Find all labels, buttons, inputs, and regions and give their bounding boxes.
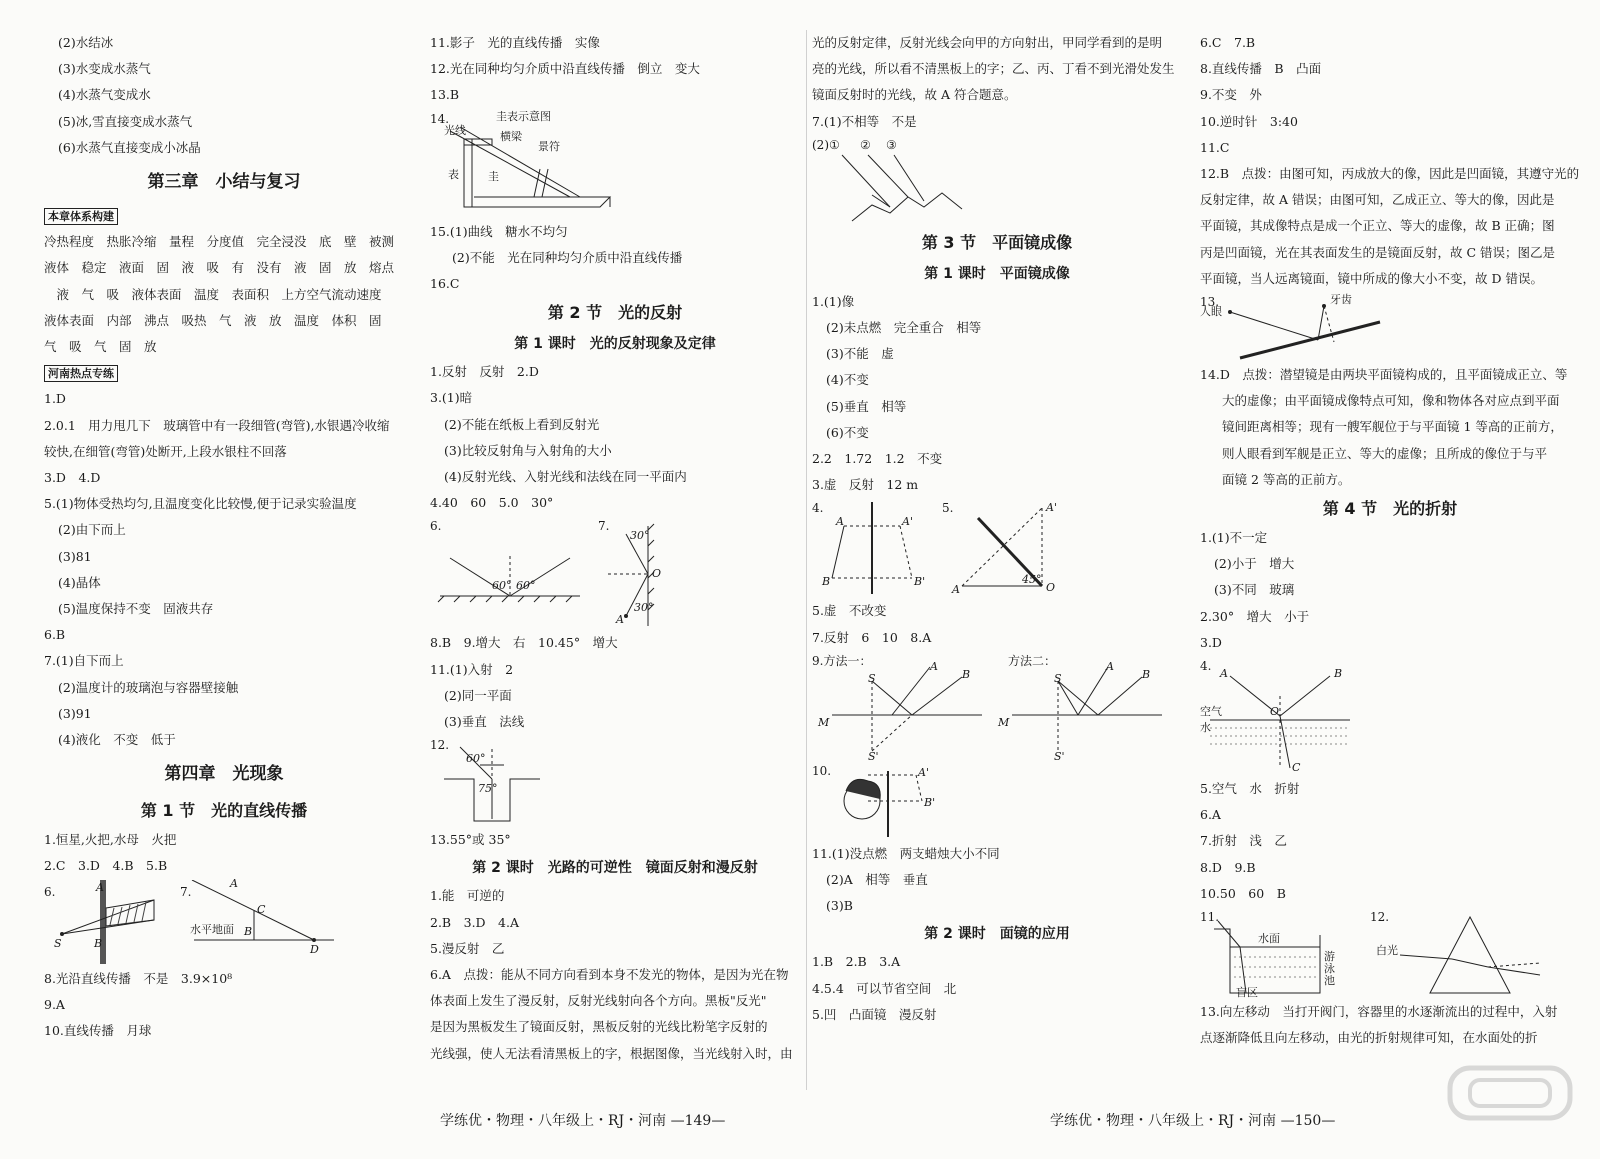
- footer-right: 学练优・物理・八年级上・RJ・河南 —150—: [1050, 1113, 1336, 1129]
- answer-line: 6.A 点拨：能从不同方向看到本身不发光的物体，是因为光在物: [430, 967, 789, 983]
- diffuse-svg: [812, 135, 1012, 227]
- section-box-henan: 河南热点专练: [44, 365, 118, 382]
- fig-label: (2)①: [812, 137, 840, 152]
- fig-label: A: [96, 880, 104, 894]
- answer-line: 1.恒星,火把,水母 火把: [44, 832, 177, 848]
- fig-label: 30°: [634, 601, 654, 615]
- answer-line: 平面镜，其成像特点是成一个正立、等大的虚像，故 B 正确；图: [1200, 218, 1555, 234]
- fig-label: B': [924, 795, 936, 809]
- footer-left: 学练优・物理・八年级上・RJ・河南 —149—: [440, 1113, 726, 1129]
- fig-label: A: [230, 876, 238, 890]
- lesson-title: 第 1 课时 光的反射现象及定律: [514, 336, 716, 353]
- fig-label: 45°: [1022, 573, 1042, 587]
- answer-line: 5.凹 凸面镜 漫反射: [812, 1006, 937, 1022]
- answer-line: 气 吸 气 固 放: [44, 339, 157, 355]
- fig-label: B': [914, 575, 926, 589]
- answer-line: 1.(1)像: [812, 293, 855, 309]
- fig-label: B: [94, 936, 103, 950]
- section-title: 第 4 节 光的折射: [1322, 499, 1458, 519]
- answer-line: 10.直线传播 月球: [44, 1023, 152, 1039]
- fig-number: 14.: [430, 111, 450, 126]
- answer-line: 9.A: [44, 996, 65, 1012]
- answer-line: (2)由下而上: [58, 522, 126, 538]
- answer-line: 2.30° 增大 小于: [1200, 608, 1310, 624]
- answer-line: 3.D: [1200, 634, 1222, 650]
- answer-line: 液体表面 内部 沸点 吸热 气 液 放 温度 体积 固: [44, 312, 382, 328]
- fig-label: M: [818, 715, 830, 729]
- column-2: [430, 30, 800, 1067]
- dental-mirror-svg: [1200, 292, 1420, 362]
- well-svg: [430, 735, 570, 827]
- answer-line: (2)A 相等 垂直: [826, 872, 928, 888]
- fig-label: B: [244, 924, 253, 938]
- lesson-title: 第 2 课时 面镜的应用: [924, 926, 1070, 943]
- answer-line: 11.C: [1200, 139, 1230, 155]
- answer-line: 镜面反射时的光线，故 A 符合题意。: [812, 87, 1017, 103]
- answer-line: 7.折射 浅 乙: [1200, 833, 1287, 849]
- fig-number: 12.: [1370, 910, 1390, 925]
- answer-line: (3)不能 虚: [826, 346, 894, 362]
- fig-number: 7.: [180, 884, 192, 899]
- fig-label: ②: [860, 137, 871, 152]
- answer-line: (5)温度保持不变 固液共存: [58, 601, 214, 617]
- column-3: [812, 30, 1182, 1028]
- fig-label: A: [952, 583, 960, 597]
- figure-dental-mirror: [1200, 292, 1580, 362]
- figure-pool-prism: [1200, 907, 1580, 999]
- fig-label: 60°: [466, 752, 486, 766]
- answer-line: 2.C 3.D 4.B 5.B: [44, 858, 168, 874]
- fig-label: O: [1270, 705, 1280, 719]
- fig-label: S: [868, 671, 876, 685]
- answer-line: 1.能 可逆的: [430, 888, 505, 904]
- answer-line: 11.(1)入射 2: [430, 661, 514, 677]
- answer-line: 8.B 9.增大 右 10.45° 增大: [430, 635, 618, 651]
- fig-number: 4.: [1200, 659, 1212, 674]
- figure-plane-mirror: [812, 498, 1182, 598]
- answer-line: (2)同一平面: [444, 687, 512, 703]
- answer-line: (3)垂直 法线: [444, 714, 525, 730]
- fig-label: 60°: [516, 579, 536, 593]
- answer-line: (2)不能 光在同种均匀介质中沿直线传播: [452, 249, 683, 265]
- fig-label: A': [902, 515, 913, 529]
- fig-number: 7.: [598, 519, 610, 534]
- fig-number: 4.: [812, 501, 824, 516]
- chapter-4-title: 第四章 光现象: [164, 764, 284, 785]
- fig-label: D: [310, 942, 319, 956]
- fig-label: 人眼: [1200, 305, 1222, 319]
- fig-label: A: [930, 659, 938, 673]
- figure-refraction: [1200, 656, 1580, 776]
- answer-line: 1.反射 反射 2.D: [430, 364, 539, 380]
- fig-label: A': [918, 765, 929, 779]
- answer-line: (3)B: [826, 898, 853, 914]
- answer-line: 2.B 3.D 4.A: [430, 914, 520, 930]
- answer-line: (2)水结冰: [58, 35, 114, 50]
- figure-reflection: [430, 516, 800, 630]
- answer-line: 体表面上发生了漫反射，反射光线射向各个方向。黑板"反光": [430, 993, 767, 1009]
- fig-label: O: [652, 567, 662, 581]
- section-box-system: 本章体系构建: [44, 208, 118, 225]
- answer-line: (3)水变成水蒸气: [58, 61, 151, 77]
- fig-label: 60°: [492, 579, 512, 593]
- page-divider: [806, 30, 807, 1090]
- fig-number: 10.: [812, 763, 832, 778]
- fig-label: 光线: [444, 123, 466, 137]
- answer-line: 11.影子 光的直线传播 实像: [430, 35, 600, 50]
- fig-label: S': [868, 749, 879, 763]
- figure-head: [812, 761, 1182, 841]
- figure-shadow-diagrams: [44, 876, 404, 966]
- fig-label: A': [1046, 501, 1057, 515]
- answer-line: 8.D 9.B: [1200, 859, 1256, 875]
- answer-line: (4)反射光线、入射光线和法线在同一平面内: [444, 469, 687, 485]
- answer-line: 3.D 4.D: [44, 470, 101, 486]
- answer-line: 较快,在细管(弯管)处断开,上段水银柱不回落: [44, 443, 287, 459]
- answer-line: 点逐渐降低且向左移动，由光的折射规律可知，在水面处的折: [1200, 1030, 1538, 1046]
- answer-line: 13.向左移动 当打开阀门，容器里的水逐渐流出的过程中，入射: [1200, 1004, 1558, 1020]
- answer-line: 8.直线传播 B 凸面: [1200, 61, 1322, 77]
- answer-line: 13.55°或 35°: [430, 832, 511, 848]
- answer-line: 10.50 60 B: [1200, 885, 1286, 901]
- fig-label: C: [257, 902, 266, 916]
- fig-label: 水: [1200, 721, 1211, 735]
- head-svg: [812, 761, 1012, 841]
- fig-label: B: [822, 575, 831, 589]
- fig-label: 横梁: [500, 129, 522, 143]
- answer-line: 5.漫反射 乙: [430, 940, 505, 956]
- fig-label: B: [1334, 667, 1343, 681]
- answer-line: (2)小于 增大: [1214, 556, 1295, 572]
- section-title: 第 1 节 光的直线传播: [140, 801, 308, 821]
- answer-line: 9.不变 外: [1200, 87, 1262, 103]
- answer-line: 亮的光线，所以看不清黑板上的字；乙、丙、丁看不到光滑处发生: [812, 61, 1175, 77]
- answer-line: (4)液化 不变 低于: [58, 732, 176, 748]
- method-2-label: 方法二：: [1008, 653, 1057, 668]
- figure-well: [430, 735, 800, 827]
- fig-label: 景符: [538, 139, 560, 153]
- answer-line: (2)温度计的玻璃泡与容器壁接触: [58, 679, 239, 695]
- chapter-3-title: 第三章 小结与复习: [147, 172, 301, 193]
- answer-line: 丙是凹面镜，光在其表面发生的是镜面反射，故 C 错误；图乙是: [1200, 244, 1556, 260]
- answer-line: (3)91: [58, 705, 92, 721]
- answer-line: 4.40 60 5.0 30°: [430, 495, 554, 511]
- answer-line: 液 气 吸 液体表面 温度 表面积 上方空气流动速度: [44, 286, 382, 302]
- answer-line: 12.B 点拨：由图可知，丙成放大的像，因此是凹面镜，其遵守光的: [1200, 166, 1580, 182]
- answer-line: (2)不能在纸板上看到反射光: [444, 416, 600, 432]
- answer-line: 16.C: [430, 276, 460, 292]
- reflection-svg: [430, 516, 790, 630]
- answer-line: 光的反射定律，反射光线会向甲的方向射出，甲同学看到的是明: [812, 35, 1163, 50]
- column-1: [44, 30, 404, 1044]
- answer-line: 5.虚 不改变: [812, 603, 887, 619]
- lesson-title: 第 1 课时 平面镜成像: [924, 265, 1070, 282]
- answer-line: 冷热程度 热胀冷缩 量程 分度值 完全浸没 底 壁 被测: [44, 234, 395, 250]
- column-4: [1200, 30, 1580, 1051]
- fig-label: A: [1106, 659, 1114, 673]
- answer-line: 7.(1)不相等 不是: [812, 113, 917, 129]
- fig-label: 表: [448, 167, 459, 181]
- fig-label: 白光: [1376, 944, 1398, 958]
- fig-number: 5.: [942, 501, 954, 516]
- answer-line: (4)不变: [826, 372, 869, 388]
- fig-number: 6.: [430, 519, 442, 534]
- answer-line: 则人眼看到军舰是正立、等大的虚像；且所成的像位于与平: [1222, 445, 1548, 461]
- answer-line: 5.空气 水 折射: [1200, 781, 1300, 797]
- answer-line: 是因为黑板发生了镜面反射，黑板反射的光线比粉笔字反射的: [430, 1019, 768, 1035]
- answer-line: 5.(1)物体受热均匀,且温度变化比较慢,便于记录实验温度: [44, 496, 357, 512]
- answer-line: 1.D: [44, 391, 66, 407]
- answer-line: (6)水蒸气直接变成小冰晶: [58, 139, 201, 155]
- answer-line: (3)比较反射角与入射角的大小: [444, 442, 612, 458]
- answer-line: 11.(1)没点燃 两支蜡烛大小不同: [812, 845, 1000, 861]
- fig-number: 6.: [44, 884, 56, 899]
- answer-line: (4)晶体: [58, 574, 101, 590]
- answer-line: 15.(1)曲线 糖水不均匀: [430, 223, 568, 239]
- answer-line: 1.(1)不一定: [1200, 530, 1268, 546]
- answer-line: 7.反射 6 10 8.A: [812, 629, 932, 645]
- fig-label: S': [1054, 749, 1065, 763]
- answer-line: 2.0.1 用力甩几下 玻璃管中有一段细管(弯管),水银遇冷收缩: [44, 417, 390, 433]
- answer-line: 1.B 2.B 3.A: [812, 954, 901, 970]
- answer-line: 镜间距离相等；现有一艘军舰位于与平面镜 1 等高的正前方，: [1222, 419, 1563, 435]
- section-title: 第 3 节 平面镜成像: [921, 232, 1073, 252]
- answer-line: (5)冰,雪直接变成水蒸气: [58, 113, 193, 129]
- answer-line: 面镜 2 等高的正前方。: [1222, 471, 1351, 487]
- fig-label-ground: 水平地面: [190, 922, 234, 936]
- fig-label: 牙齿: [1330, 293, 1352, 307]
- fig-label: S: [54, 936, 62, 950]
- fig-label: S: [1054, 671, 1062, 685]
- answer-line: 3.虚 反射 12 m: [812, 477, 919, 493]
- answer-line: (3)81: [58, 548, 92, 564]
- answer-line: 4.5.4 可以节省空间 北: [812, 980, 957, 996]
- answer-line: 大的虚像；由平面镜成像特点可知，像和物体各对应点到平面: [1222, 393, 1560, 409]
- answer-line: 液体 稳定 液面 固 液 吸 有 没有 液 固 放 熔点: [44, 260, 395, 276]
- fig-label: A: [836, 515, 844, 529]
- answer-line: 10.逆时针 3:40: [1200, 113, 1298, 129]
- answer-line: (6)不变: [826, 424, 869, 440]
- fig-label: A: [1220, 667, 1228, 681]
- answer-line: (4)水蒸气变成水: [58, 87, 151, 103]
- refraction-svg: [1200, 656, 1400, 776]
- fig-number: 12.: [430, 738, 450, 753]
- answer-line: 6.A: [1200, 807, 1221, 823]
- lesson-title: 第 2 课时 光路的可逆性 镜面反射和漫反射: [472, 860, 758, 877]
- fig-label: 30°: [630, 529, 650, 543]
- fig-caption: 圭表示意图: [496, 109, 551, 123]
- answer-line: 14.D 点拨：潜望镜是由两块平面镜构成的，且平面镜成正立、等: [1200, 367, 1568, 383]
- fig-label: 水面: [1258, 932, 1280, 946]
- watermark-logo-icon: [1440, 1060, 1580, 1140]
- fig-label: 75°: [478, 782, 498, 796]
- fig-label: 盲区: [1236, 986, 1258, 1000]
- answer-line: 平面镜，当人远离镜面，镜中所成的像大小不变，故 D 错误。: [1200, 270, 1543, 286]
- answer-line: 6.C 7.B: [1200, 35, 1256, 50]
- fig-label: B: [962, 667, 971, 681]
- fig-label: 圭: [488, 169, 499, 183]
- answer-line: (5)垂直 相等: [826, 398, 907, 414]
- figure-methods: [812, 651, 1182, 761]
- figure-gnomon: [430, 109, 800, 219]
- answer-line: (3)不同 玻璃: [1214, 582, 1295, 598]
- answer-line: 8.光沿直线传播 不是 3.9×10⁸: [44, 970, 233, 986]
- answer-line: 2.2 1.72 1.2 不变: [812, 451, 943, 467]
- fig-number: 13.: [1200, 295, 1220, 310]
- fig-label: ③: [886, 137, 897, 152]
- fig-label: O: [1046, 581, 1056, 595]
- answer-line: 12.光在同种均匀介质中沿直线传播 倒立 变大: [430, 61, 700, 77]
- fig-label: M: [998, 715, 1010, 729]
- answer-line: 7.(1)自下而上: [44, 653, 124, 669]
- method-1-label: 9.方法一：: [812, 653, 872, 668]
- answer-line: 反射定律，故 A 错误；由图可知，乙成正立、等大的像，因此是: [1200, 192, 1555, 208]
- answer-line: (2)未点燃 完全重合 相等: [826, 320, 982, 336]
- fig-label: 游泳池: [1324, 950, 1335, 988]
- answer-line: 3.(1)暗: [430, 390, 473, 406]
- answer-line: 6.B: [44, 627, 66, 643]
- fig-label: C: [1292, 761, 1301, 775]
- answer-line: 13.B: [430, 87, 460, 103]
- fig-label: B: [1142, 667, 1151, 681]
- fig-label: 空气: [1200, 705, 1222, 719]
- figure-diffuse: [812, 135, 1182, 227]
- section-title: 第 2 节 光的反射: [547, 303, 683, 323]
- fig-number: 11.: [1200, 910, 1220, 925]
- answer-line: 光线强，使人无法看清黑板上的字，根据图像，当光线射入时，由: [430, 1045, 793, 1061]
- fig-label: A: [616, 613, 624, 627]
